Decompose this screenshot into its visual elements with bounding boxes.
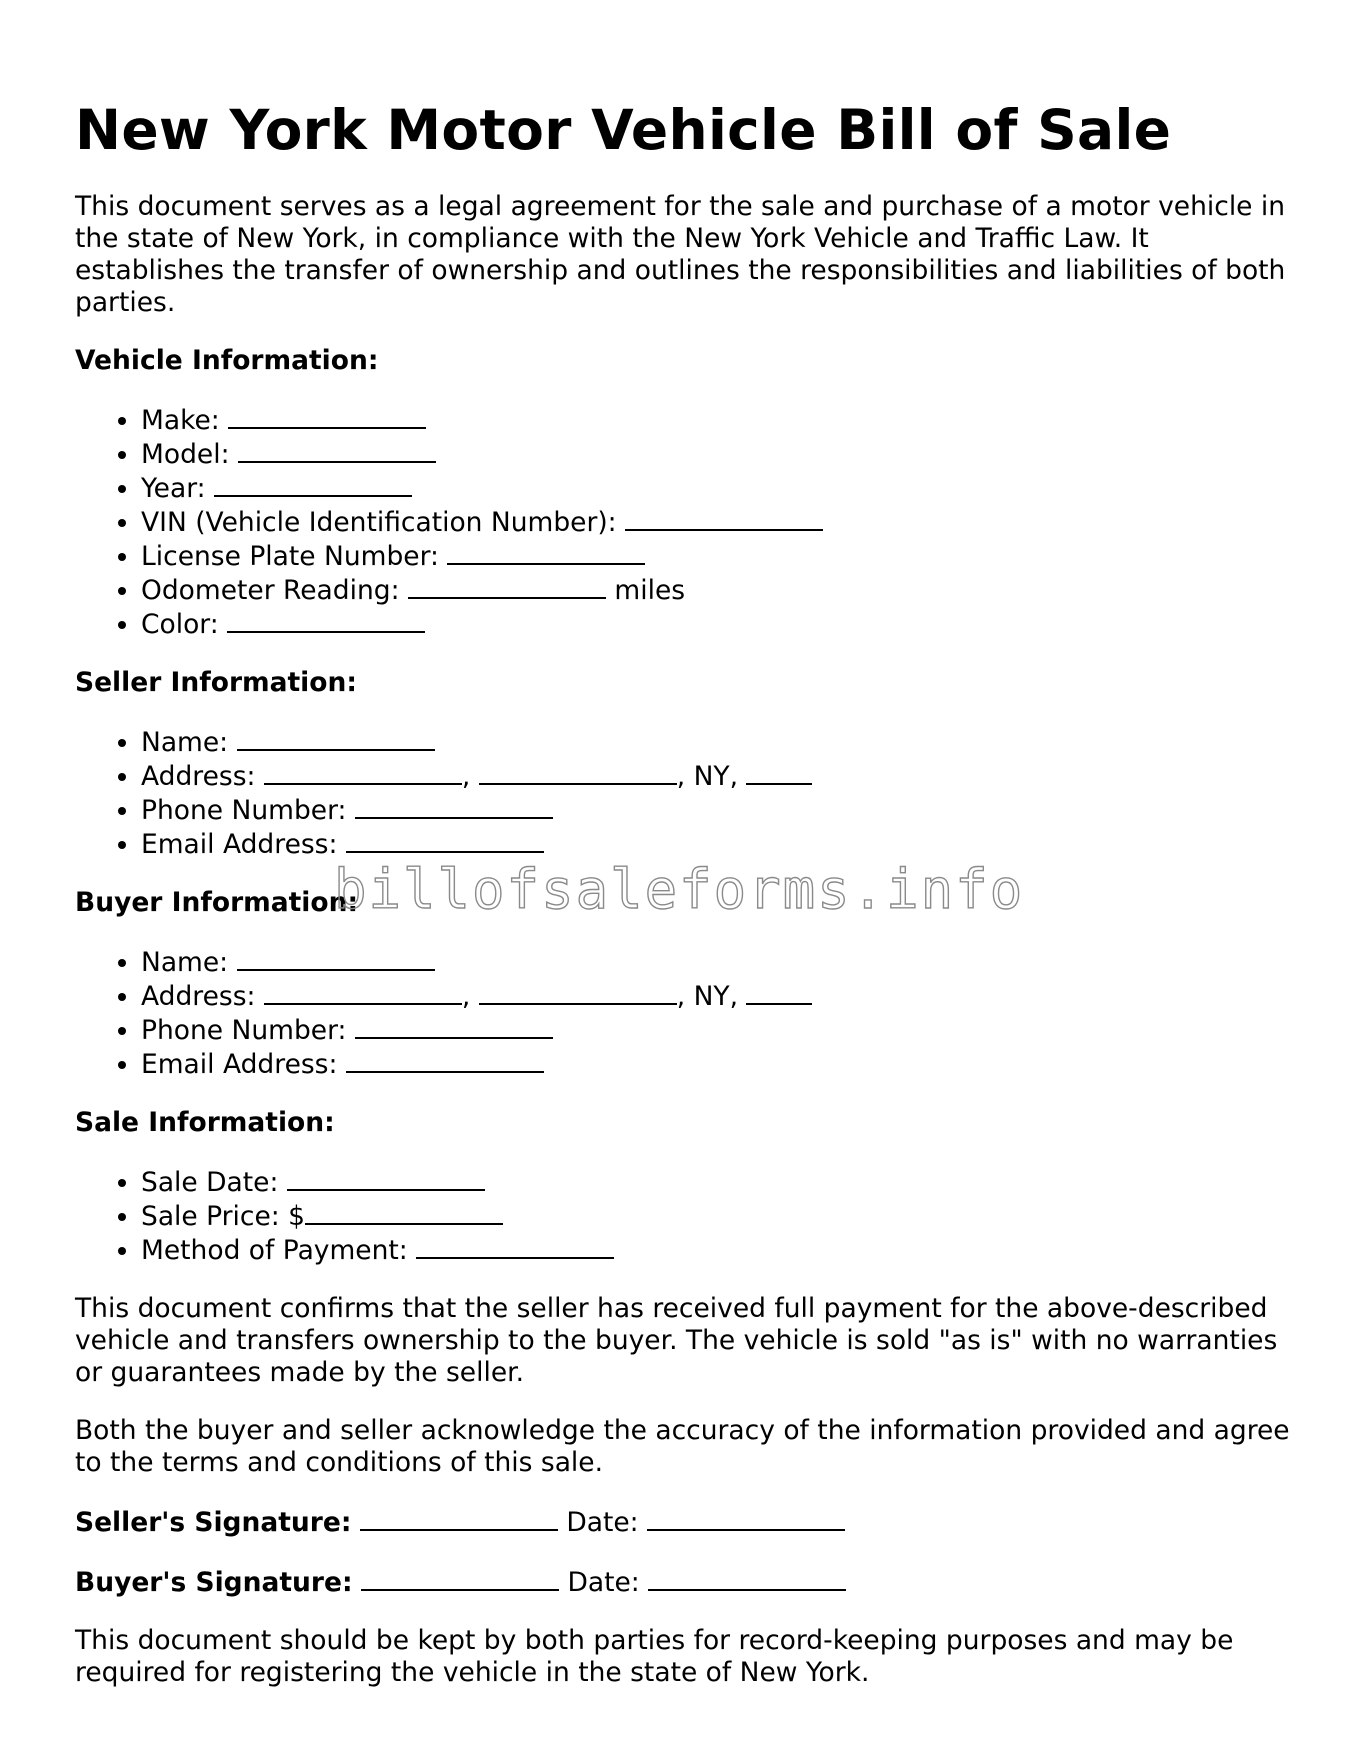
buyer-address-label: Address: xyxy=(141,981,256,1012)
buyer-name-item xyxy=(141,945,1290,979)
acknowledgement-paragraph: Both the buyer and seller acknowledge the accuracy of the information provided and agree to the terms and conditions of this sale. xyxy=(75,1415,1290,1478)
seller-signature-field[interactable] xyxy=(360,1505,558,1531)
seller-phone-field[interactable] xyxy=(355,793,553,819)
vehicle-color-item xyxy=(141,607,1290,641)
document-page xyxy=(75,0,1290,1689)
confirmation-paragraph: This document confirms that the seller has received full payment for the above-described vehicle and transfers ownership to the buyer. The vehicle is sold "as is" with no warranties or guarantees made by the seller. xyxy=(75,1293,1278,1388)
seller-phone-item xyxy=(141,793,1290,827)
sale-heading: Sale Information: xyxy=(75,1107,335,1138)
buyer-state-label: , NY, xyxy=(676,981,739,1012)
seller-address-item: • Address: , , NY, xyxy=(141,759,1290,793)
seller-name-label: Name: xyxy=(141,727,229,758)
seller-heading: Seller Information: xyxy=(75,667,357,698)
vin-label: VIN (Vehicle Identification Number): xyxy=(141,507,617,538)
buyer-heading: Buyer Information: xyxy=(75,887,359,918)
vehicle-list xyxy=(75,403,1290,641)
vehicle-plate-item xyxy=(141,539,1290,573)
color-label: Color: xyxy=(141,609,219,640)
vehicle-make-item xyxy=(141,403,1290,437)
sale-price-item xyxy=(141,1199,1290,1233)
closing-paragraph: This document should be kept by both parties for record-keeping purposes and may be required for registering the vehicle in the state of New York. xyxy=(75,1625,1234,1688)
seller-state-label: , NY, xyxy=(676,761,739,792)
buyer-address-item: • Address: , , NY, xyxy=(141,979,1290,1013)
sale-date-item xyxy=(141,1165,1290,1199)
vehicle-odometer-item xyxy=(141,573,1290,607)
vehicle-year-item xyxy=(141,471,1290,505)
intro-paragraph: This document serves as a legal agreement for the sale and purchase of a motor vehicle in the state of New York, in compliance with the New York Vehicle and Traffic Law. It establishes the transfer of ownership and outlines the responsibilities and liabilities of both parties. xyxy=(75,191,1286,318)
seller-email-item xyxy=(141,827,1290,861)
sale-method-field[interactable] xyxy=(416,1233,614,1259)
sale-price-field[interactable] xyxy=(305,1199,503,1225)
sale-date-field[interactable] xyxy=(287,1165,485,1191)
buyer-street-field[interactable] xyxy=(264,979,462,1005)
buyer-signature-line xyxy=(75,1565,1290,1599)
buyer-email-label: Email Address: xyxy=(141,1049,338,1080)
vehicle-vin-item xyxy=(141,505,1290,539)
buyer-city-field[interactable] xyxy=(479,979,677,1005)
seller-signature-line xyxy=(75,1505,1290,1539)
document-title: New York Motor Vehicle Bill of Sale xyxy=(75,98,1172,162)
sale-list xyxy=(75,1165,1290,1267)
buyer-list xyxy=(75,945,1290,1081)
buyer-name-field[interactable] xyxy=(237,945,435,971)
seller-list xyxy=(75,725,1290,861)
make-label: Make: xyxy=(141,405,220,436)
plate-label: License Plate Number: xyxy=(141,541,439,572)
buyer-signature-label: Buyer's Signature: xyxy=(75,1567,353,1598)
buyer-name-label: Name: xyxy=(141,947,229,978)
seller-date-label: Date: xyxy=(566,1507,639,1538)
watermark-text: billofsaleforms.info xyxy=(334,858,1025,921)
make-field[interactable] xyxy=(228,403,426,429)
buyer-phone-item xyxy=(141,1013,1290,1047)
seller-zip-field[interactable] xyxy=(746,759,812,785)
seller-date-field[interactable] xyxy=(647,1505,845,1531)
buyer-email-field[interactable] xyxy=(346,1047,544,1073)
vehicle-heading: Vehicle Information: xyxy=(75,345,379,376)
sale-method-label: Method of Payment: xyxy=(141,1235,408,1266)
seller-email-field[interactable] xyxy=(346,827,544,853)
year-field[interactable] xyxy=(214,471,412,497)
vehicle-model-item xyxy=(141,437,1290,471)
seller-street-field[interactable] xyxy=(264,759,462,785)
year-label: Year: xyxy=(141,473,206,504)
seller-address-label: Address: xyxy=(141,761,256,792)
odometer-field[interactable] xyxy=(408,573,606,599)
sale-method-item xyxy=(141,1233,1290,1267)
buyer-phone-label: Phone Number: xyxy=(141,1015,347,1046)
buyer-phone-field[interactable] xyxy=(355,1013,553,1039)
buyer-date-label: Date: xyxy=(567,1567,640,1598)
model-field[interactable] xyxy=(238,437,436,463)
seller-city-field[interactable] xyxy=(479,759,677,785)
seller-name-item xyxy=(141,725,1290,759)
sale-price-label: Sale Price: $ xyxy=(141,1201,306,1232)
model-label: Model: xyxy=(141,439,230,470)
seller-phone-label: Phone Number: xyxy=(141,795,347,826)
seller-signature-label: Seller's Signature: xyxy=(75,1507,352,1538)
buyer-date-field[interactable] xyxy=(648,1565,846,1591)
odometer-label: Odometer Reading: xyxy=(141,575,400,606)
seller-email-label: Email Address: xyxy=(141,829,338,860)
buyer-email-item xyxy=(141,1047,1290,1081)
buyer-zip-field[interactable] xyxy=(746,979,812,1005)
buyer-signature-field[interactable] xyxy=(361,1565,559,1591)
seller-name-field[interactable] xyxy=(237,725,435,751)
vin-field[interactable] xyxy=(625,505,823,531)
plate-field[interactable] xyxy=(447,539,645,565)
sale-date-label: Sale Date: xyxy=(141,1167,279,1198)
odometer-unit: miles xyxy=(614,575,686,606)
color-field[interactable] xyxy=(227,607,425,633)
